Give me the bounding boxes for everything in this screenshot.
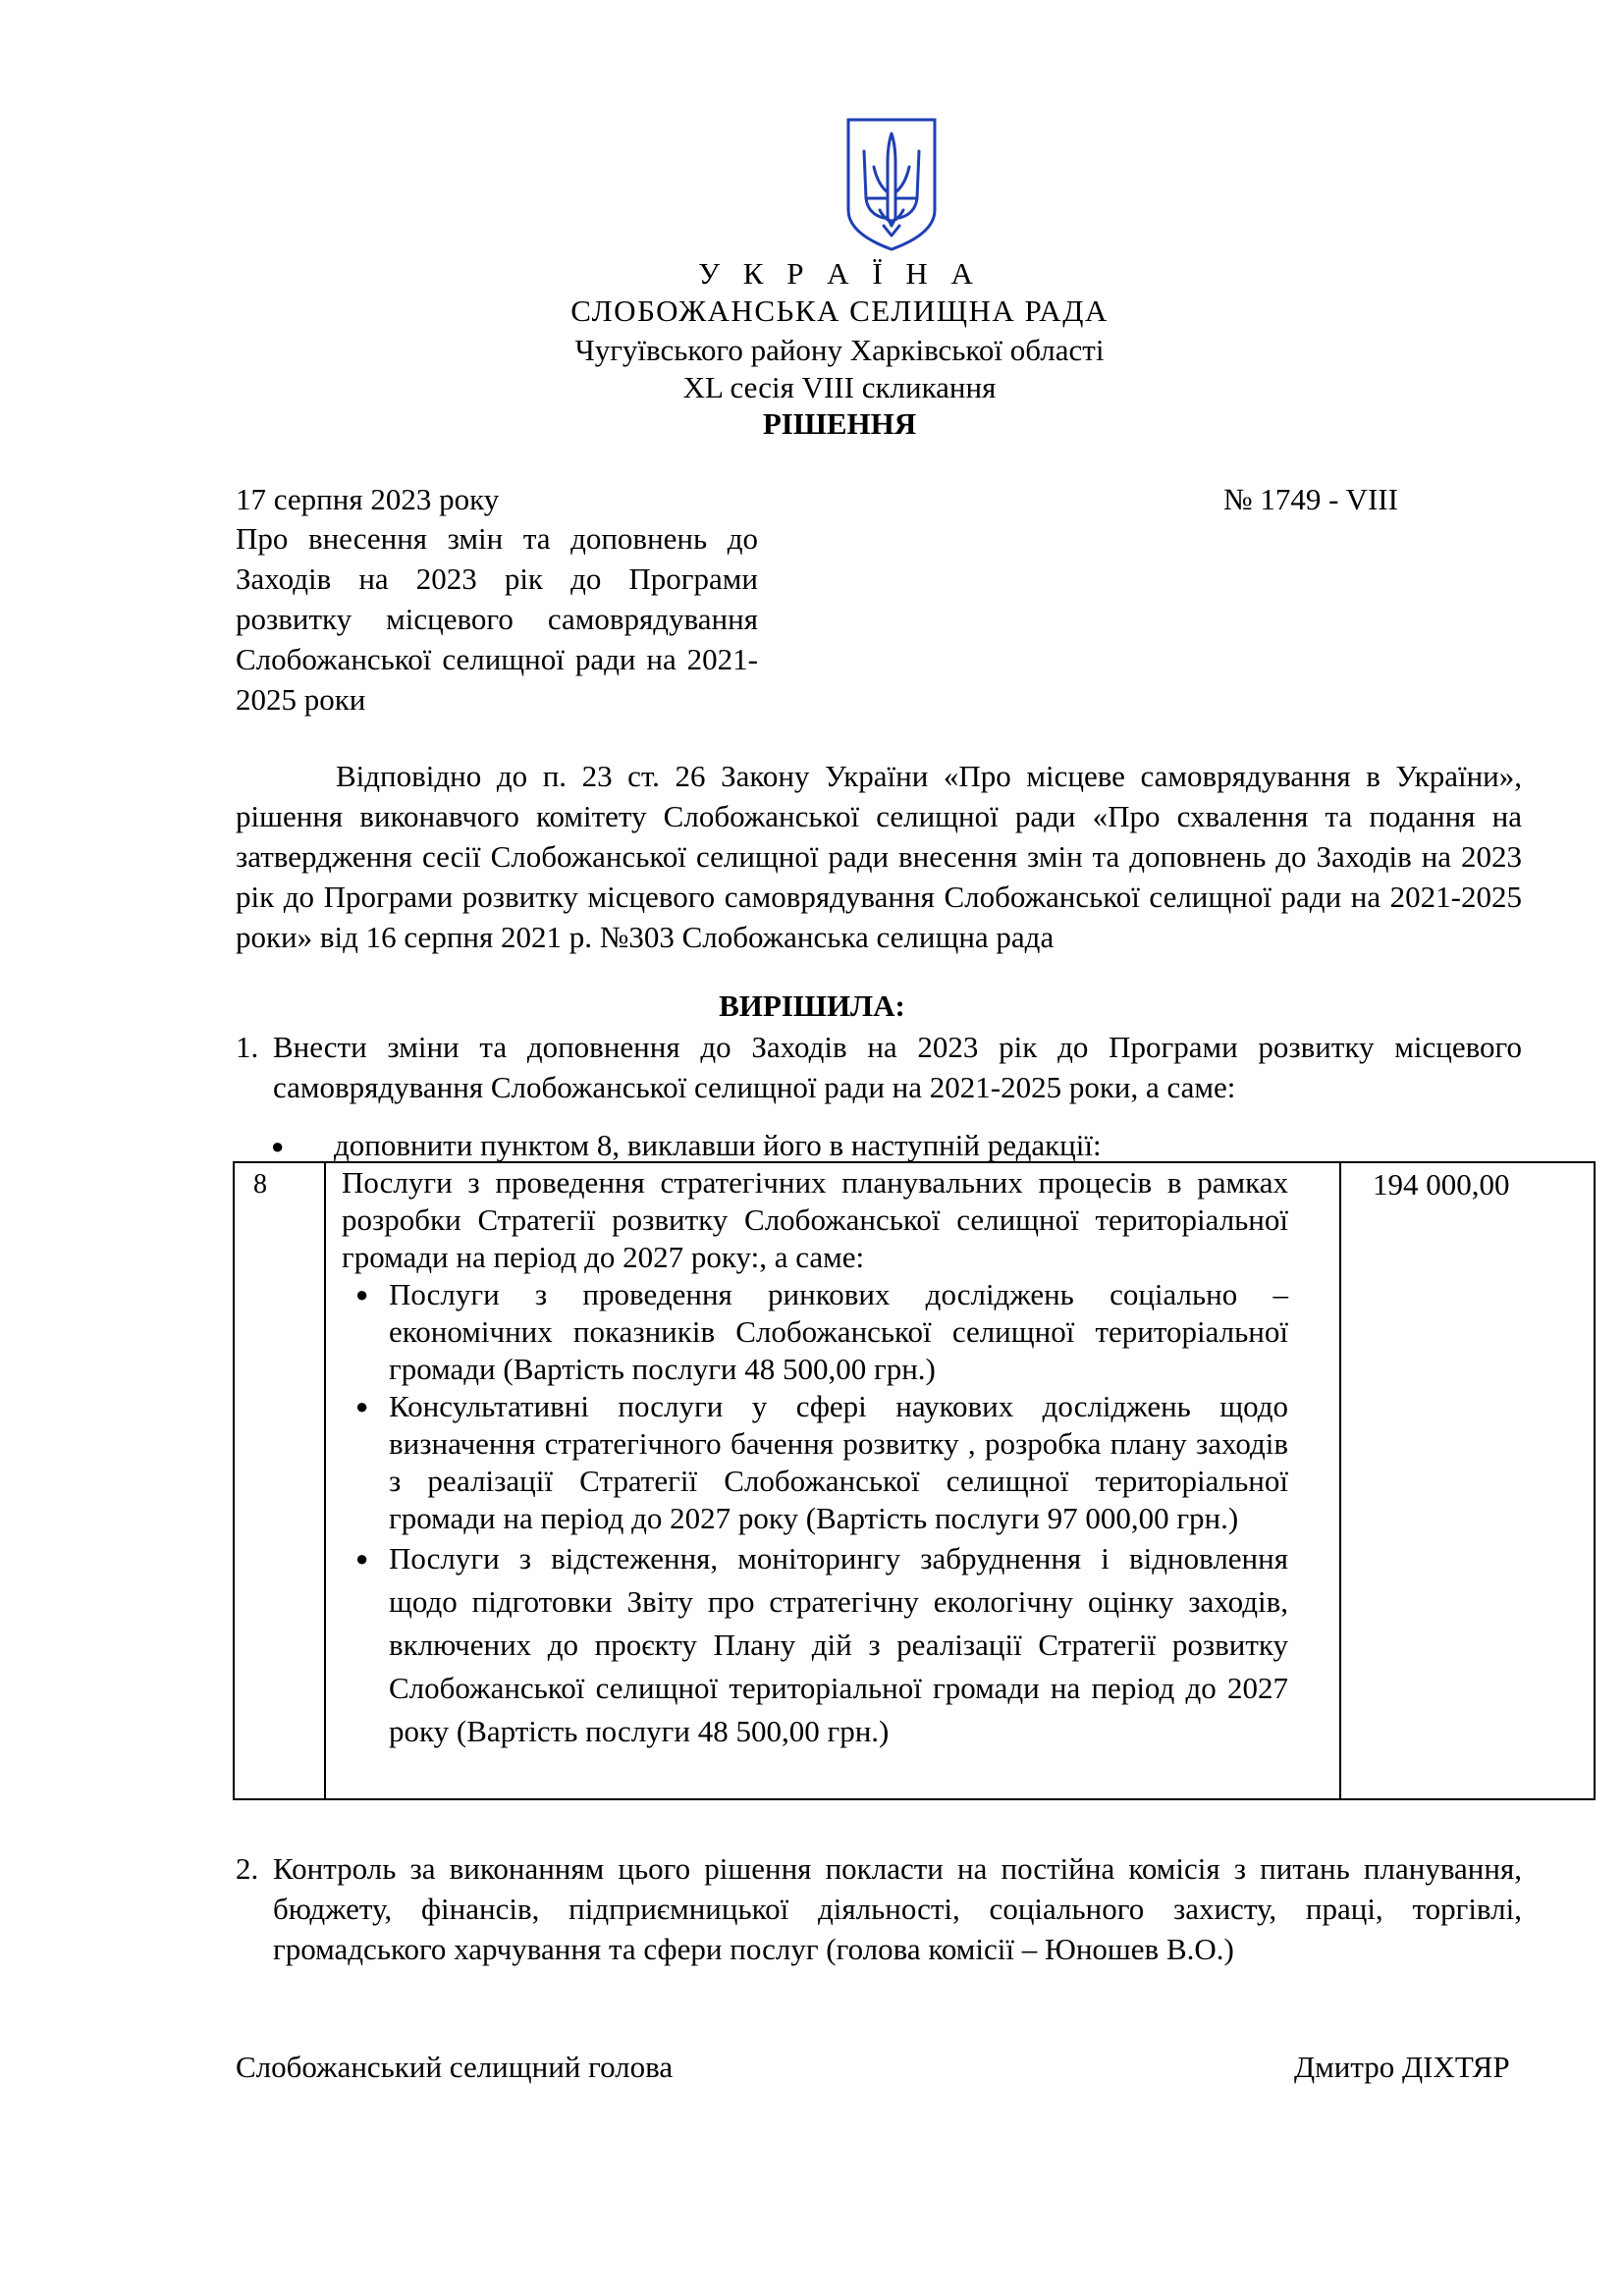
item-1-text: Внести зміни та доповнення до Заходів на 2023 рік до Програми розвитку місцевого самоврядування Слобожанської селищної ради на 2021-2025 роки, а саме:: [273, 1030, 1522, 1104]
bullet-icon: ●: [271, 1134, 285, 1158]
bullet-icon: ●: [355, 1282, 369, 1307]
item-2-number: 2.: [236, 1851, 259, 1886]
table-column-divider: [324, 1161, 326, 1800]
header-session: XL сесія VIII скликання: [682, 370, 997, 404]
table-row-amount: 194 000,00: [1373, 1167, 1510, 1201]
ukraine-coat-of-arms-icon: [844, 116, 939, 253]
bullet-icon: ●: [355, 1546, 369, 1571]
bullet-icon: ●: [355, 1394, 369, 1418]
list-item: [342, 1537, 1288, 1753]
header-district: Чугуївського району Харківської області: [574, 333, 1105, 367]
service-text: Консультативні послуги у сфері наукових досліджень щодо визначення стратегічного бачення розвитку , розробка плану заходів з реалізації Стратегії Слобожанської селищної територіальної громади на період до 2027 року (Вартість послуги 97 000,00 грн.): [389, 1389, 1288, 1535]
decision-date: 17 серпня 2023 року: [236, 482, 500, 516]
signatory-name: Дмитро ДІХТЯР: [1294, 2050, 1510, 2084]
item-1-bullet-text: доповнити пунктом 8, виклавши його в наступній редакції:: [334, 1128, 1102, 1162]
preamble-paragraph: Відповідно до п. 23 ст. 26 Закону України «Про місцеве самоврядування в України», рішення виконавчого комітету Слобожанської селищної ради «Про схвалення та подання на затвердження сесії Слобожанської селищної ради внесення змін та доповнень до Заходів на 2023 рік до Програми розвитку місцевого самоврядування Слобожанської селищної ради на 2021-2025 роки» від 16 серпня 2021 р. №303 Слобожанська селищна рада: [236, 759, 1522, 954]
table-row-number: 8: [253, 1169, 267, 1200]
table-column-divider: [1339, 1161, 1341, 1800]
service-text: Послуги з відстеження, моніторингу забруднення і відновлення щодо підготовки Звіту про стратегічну екологічну оцінку заходів, включених до проєкту Плану дій з реалізації Стратегії розвитку Слобожанської селищної територіальної громади на період до 2027 року (Вартість послуги 48 500,00 грн.): [389, 1541, 1288, 1748]
item-2-text: Контроль за виконанням цього рішення покласти на постійна комісія з питань планування, бюджету, фінансів, підприємницької діяльності, соціального захисту, праці, торгівлі, громадського харчування та сфери послуг (голова комісії – Юношев В.О.): [273, 1851, 1522, 1966]
table-row-intro: Послуги з проведення стратегічних планувальних процесів в рамках розробки Стратегії розвитку Слобожанської селищної територіальної громади на період до 2027 року:, а саме:: [342, 1165, 1288, 1274]
resolved-heading: ВИРІШИЛА:: [719, 988, 905, 1023]
decision-number: № 1749 - VIII: [1223, 482, 1398, 516]
signatory-title: Слобожанський селищний голова: [236, 2050, 674, 2084]
list-item: [342, 1388, 1288, 1537]
table-row-description: [342, 1164, 1288, 1753]
header-country: У К Р А Ї Н А: [698, 256, 981, 291]
item-1-number: 1.: [236, 1030, 259, 1064]
list-item: [342, 1276, 1288, 1388]
document-type-heading: РІШЕННЯ: [762, 406, 917, 441]
decision-subject: Про внесення змін та доповнень до Заходів на 2023 рік до Програми розвитку місцевого самоврядування Слобожанської селищної ради на 2021-2025 роки: [236, 521, 758, 717]
header-council-name: СЛОБОЖАНСЬКА СЕЛИЩНА РАДА: [570, 294, 1109, 328]
services-list: [342, 1276, 1288, 1753]
service-text: Послуги з проведення ринкових досліджень соціально – економічних показників Слобожанської селищної територіальної громади (Вартість послуги 48 500,00 грн.): [389, 1277, 1288, 1386]
